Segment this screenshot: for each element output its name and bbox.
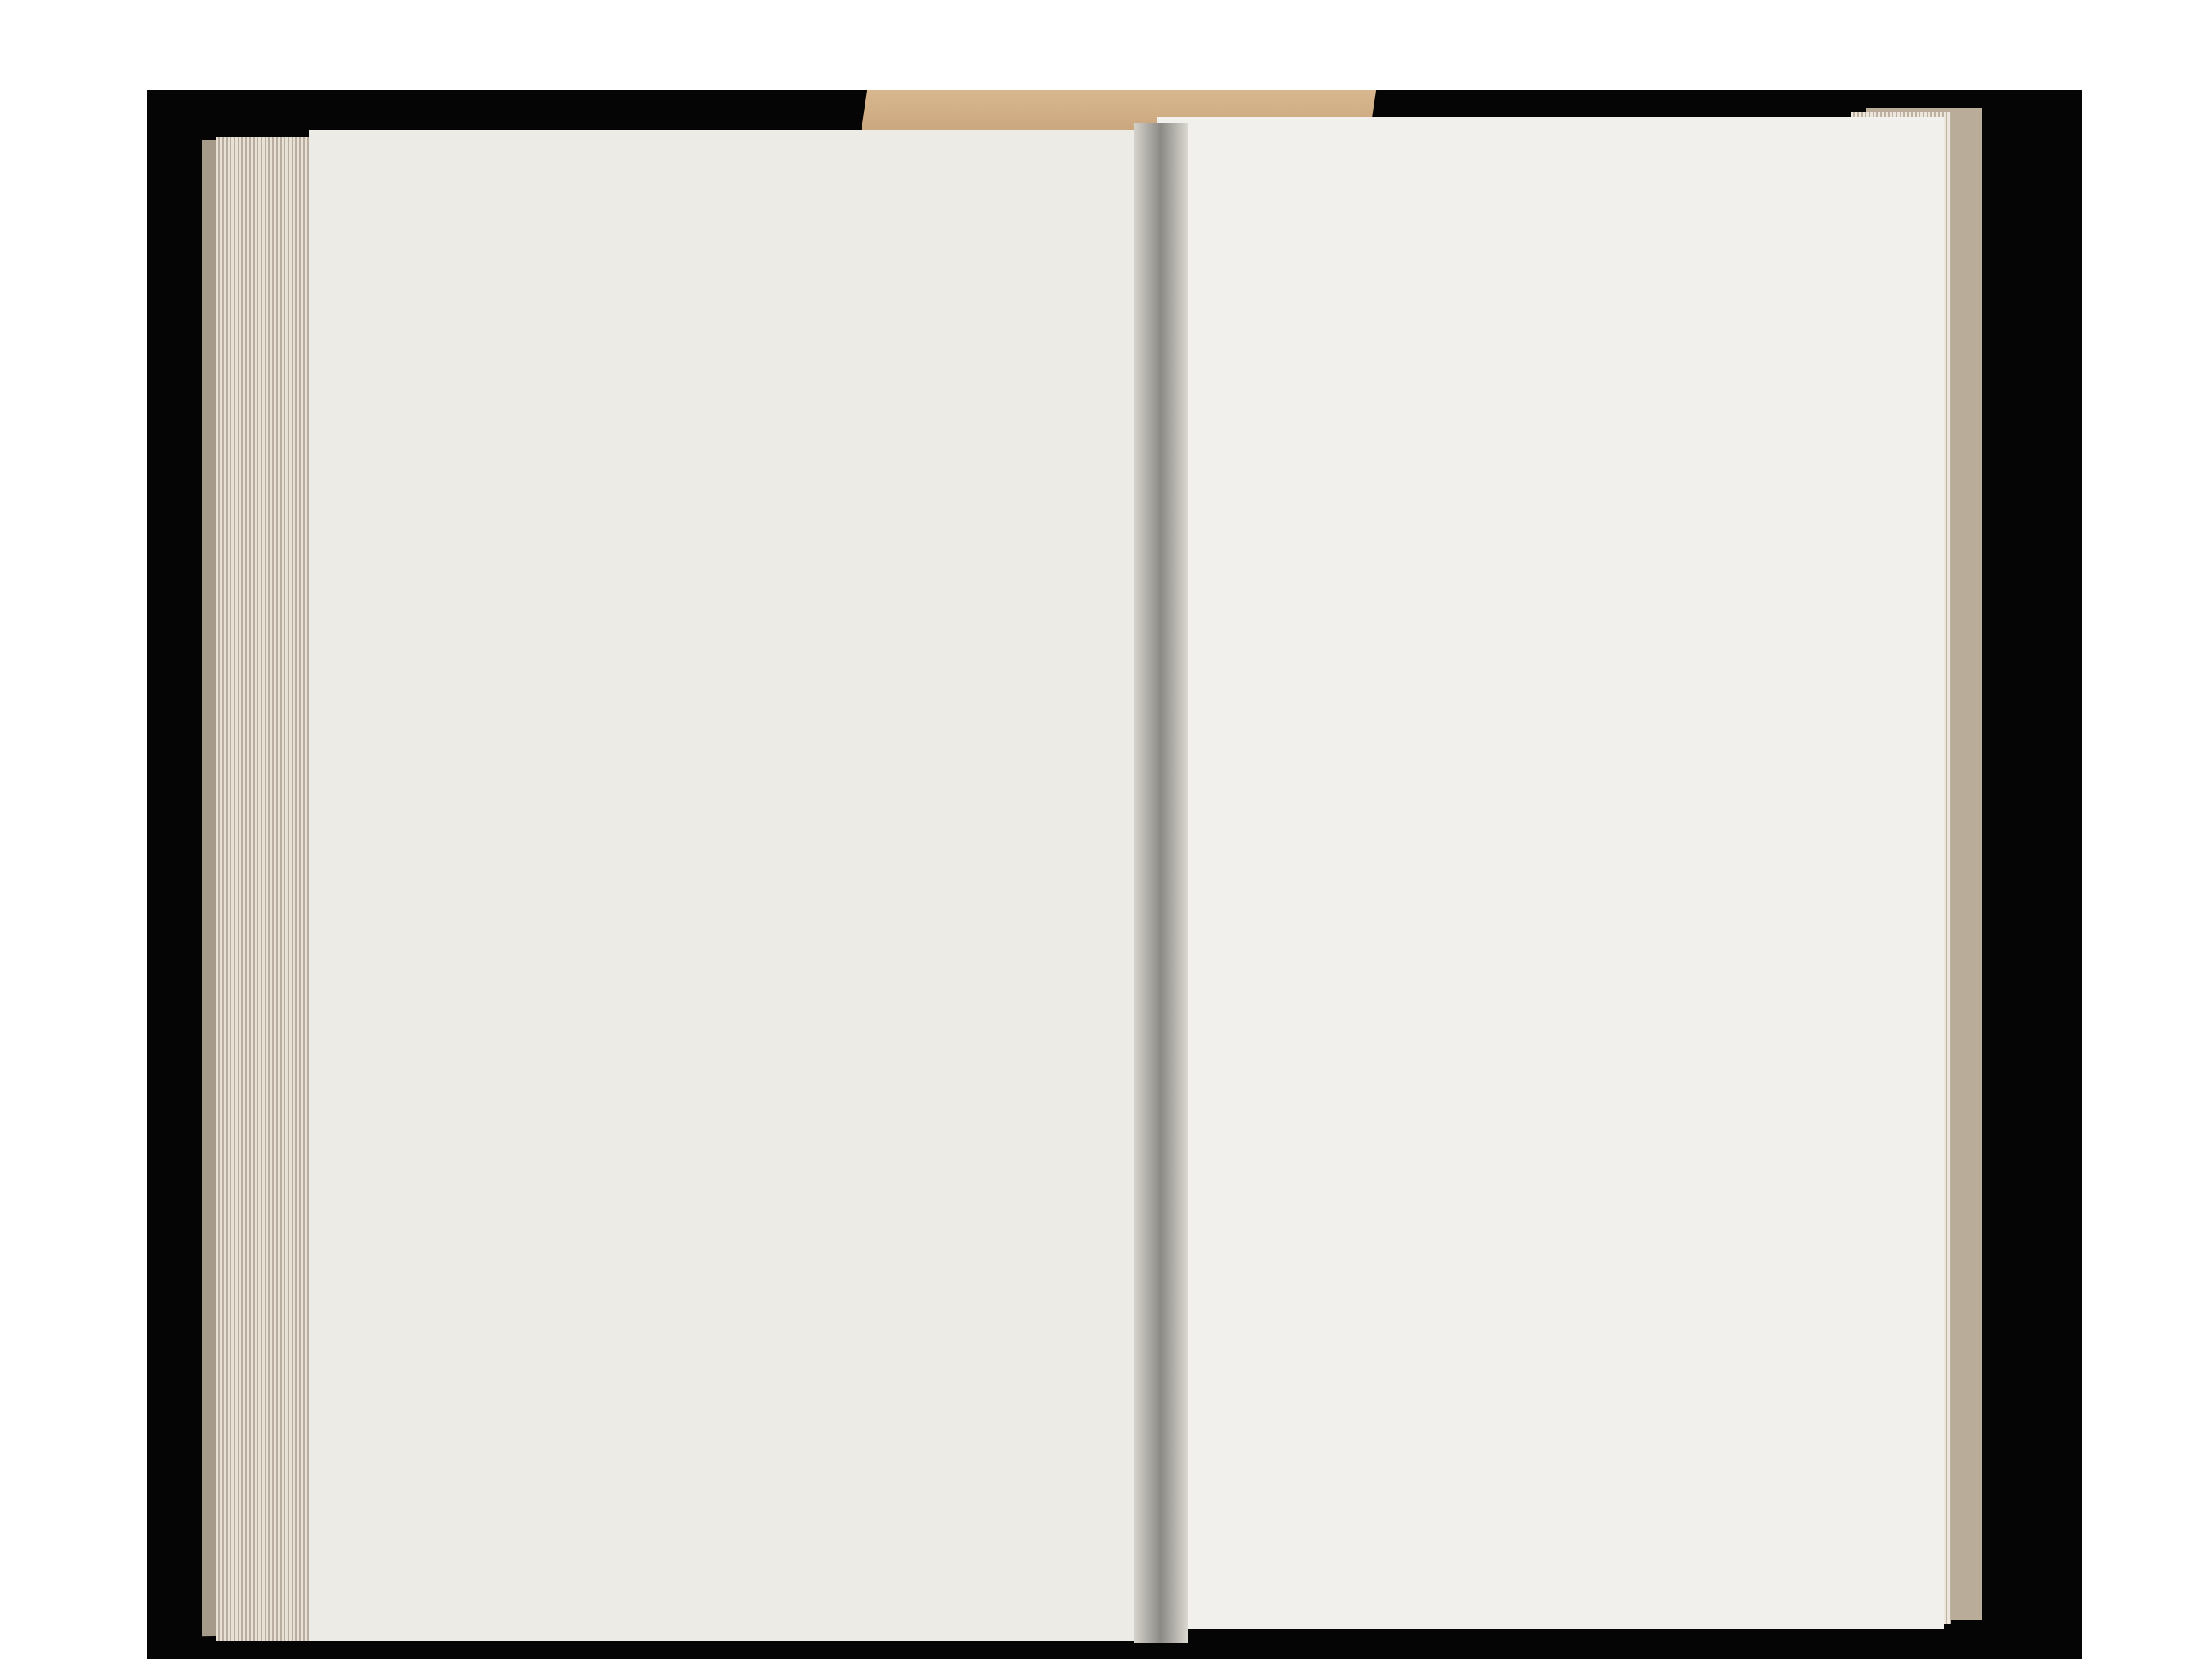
header-col-10 xyxy=(1257,202,1340,333)
header-col-9 xyxy=(1178,202,1256,333)
